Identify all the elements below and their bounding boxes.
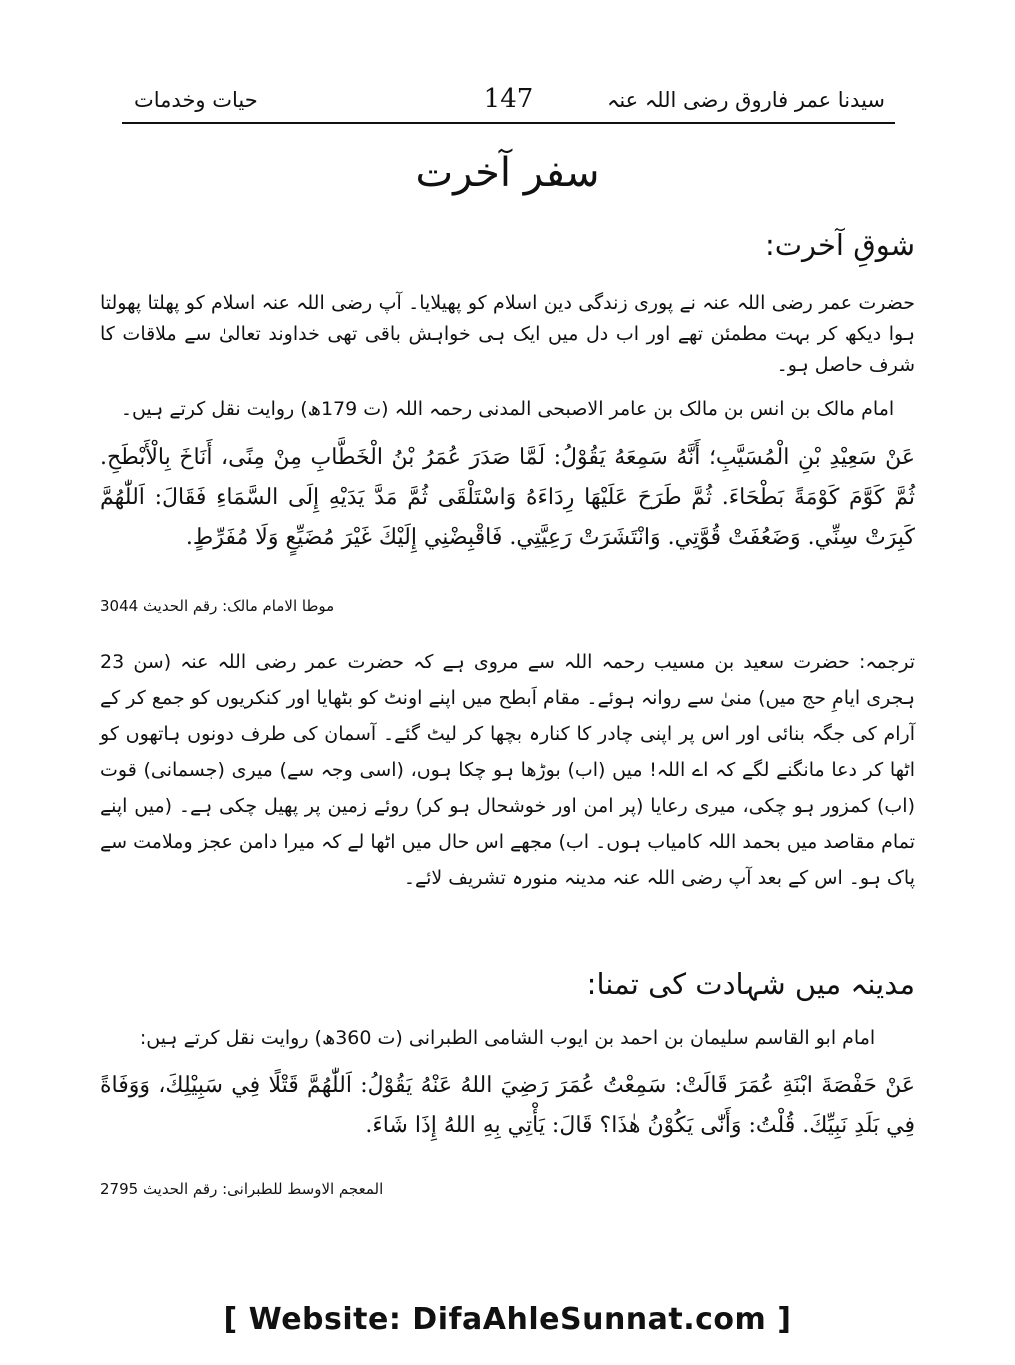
page-title: سفر آخرت <box>415 150 600 196</box>
reference-2: المعجم الاوسط للطبرانی: رقم الحدیث 2795 <box>100 1180 384 1198</box>
narrator-line-1: امام مالک بن انس بن مالک بن عامر الاصبحی المدنی رحمہ اللہ (ت 179ھ) روایت نقل کرتے ہیں۔ <box>120 398 895 420</box>
narrator-line-2: امام ابو القاسم سلیمان بن احمد بن ایوب الشامی الطبرانی (ت 360ھ) روایت نقل کرتے ہیں: <box>139 1027 876 1049</box>
translation-paragraph: ترجمہ: حضرت سعید بن مسیب رحمہ اللہ سے مروی ہے کہ حضرت عمر رضی اللہ عنہ (سن 23 ہجری ایامِ حج میں) منیٰ سے روانہ ہوئے۔ مقام اَبطح میں اپنے اونٹ کو بٹھایا اور کنکریوں کو جمع کر کے آرام کی جگہ بنائی اور اس پر اپنی چادر کا کنارہ بچھا کر لیٹ گئے۔ آسمان کی طرف دونوں ہاتھوں کو اٹھا کر دعا مانگنے لگے کہ اے اللہ! میں (اب) بوڑھا ہو چکا ہوں، (اسی وجہ سے) میری (جسمانی) قوت (اب) کمزور ہو چکی، میری رعایا (پر امن اور خوشحال ہو کر) روئے زمین پر پھیل چکی ہے۔ (میں اپنے تمام مقاصد میں بحمد اللہ کامیاب ہوں۔ اب) مجھے اس حال میں اٹھا لے کہ میرا دامن عجز وملامت سے پاک ہو۔ اس کے بعد آپ رضی اللہ عنہ مدینہ منورہ تشریف لائے۔ <box>100 651 915 889</box>
reference-1: موطا الامام مالک: رقم الحدیث 3044 <box>100 597 335 615</box>
arabic-hadith-1: عَنْ سَعِيْدِ بْنِ الْمُسَيَّبِ؛ أَنَّهُ سَمِعَهُ يَقُوْلُ: لَمَّا صَدَرَ عُمَرُ بْنُ الْخَطَّابِ مِنْ مِنًى، أَنَاخَ بِالْأَبْطَحِ. ثُمَّ كَوَّمَ كَوْمَةً بَطْحَاءَ. ثُمَّ طَرَحَ عَلَيْهَا رِدَاءَهُ وَاسْتَلْقَى ثُمَّ مَدَّ يَدَيْهِ إِلَى السَّمَاءِ فَقَالَ: اَللّٰهُمَّ كَبِرَتْ سِنِّي. وَضَعُفَتْ قُوَّتِي. وَانْتَشَرَتْ رَعِيَّتِي. فَاقْبِضْنِي إِلَيْكَ غَيْرَ مُضَيِّعٍ وَلَا مُفَرِّطٍ. <box>100 445 915 550</box>
header-book-title: حیات وخدمات <box>134 88 258 112</box>
section-heading-shauq-e-akhirat: شوقِ آخرت: <box>764 228 915 262</box>
section-heading-shahadat: مدینہ میں شہادت کی تمنا: <box>586 967 915 1001</box>
page-number: 147 <box>483 84 534 114</box>
arabic-hadith-2: عَنْ حَفْصَةَ ابْنَةِ عُمَرَ قَالَتْ: سَمِعْتُ عُمَرَ رَضِيَ اللهُ عَنْهُ يَقُوْلُ: اَللّٰهُمَّ قَتْلًا فِي سَبِيْلِكَ، وَوَفَاةً فِي بَلَدِ نَبِيِّكَ. قُلْتُ: وَأَنّٰى يَكُوْنُ هٰذَا؟ قَالَ: يَأْتِي بِهِ اللهُ إِذَا شَاءَ. <box>100 1073 915 1138</box>
intro-paragraph: حضرت عمر رضی اللہ عنہ نے پوری زندگی دین اسلام کو پھیلایا۔ آپ رضی اللہ عنہ اسلام کو پھلتا پھولتا ہوا دیکھ کر بہت مطمئن تھے اور اب دل میں ایک ہی خواہش باقی تھی خداوند تعالیٰ سے ملاقات کا شرف حاصل ہو۔ <box>100 292 915 376</box>
header-chapter-title: سیدنا عمر فاروق رضی اللہ عنہ <box>607 88 885 112</box>
page-header <box>122 78 895 124</box>
website-footer: [ Website: DifaAhleSunnat.com ] <box>223 1302 792 1337</box>
